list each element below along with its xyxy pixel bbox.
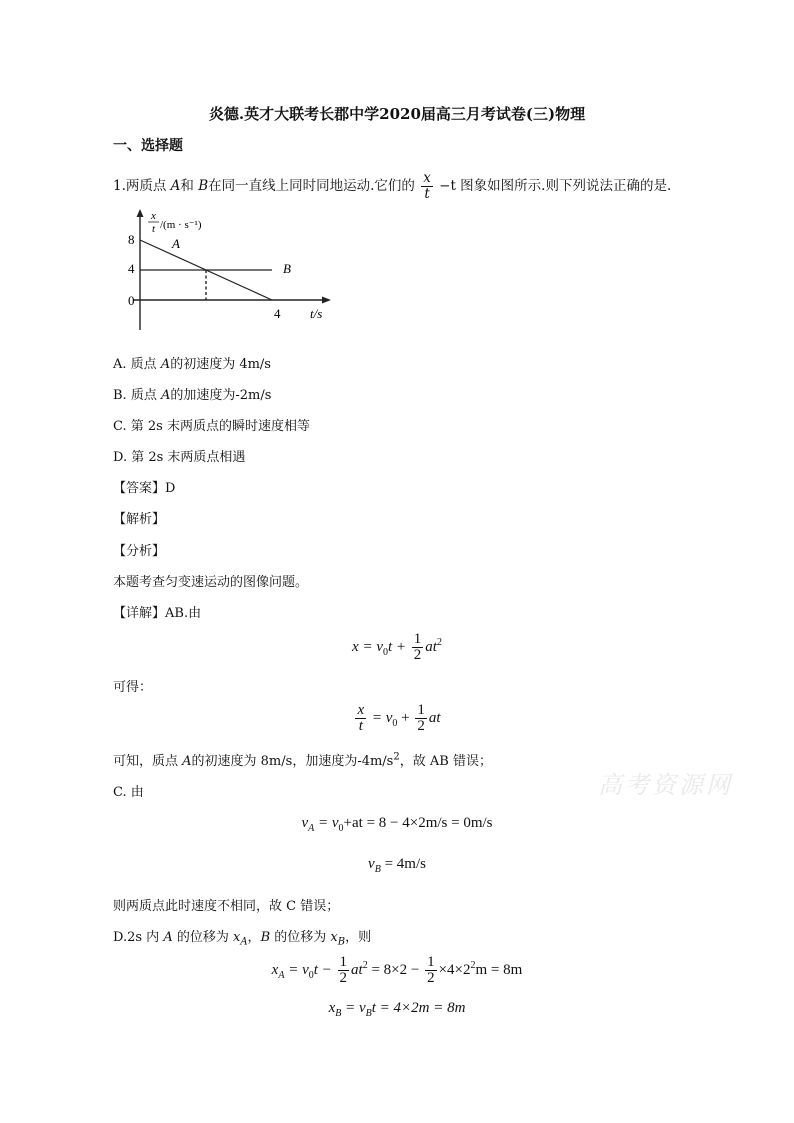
label-a: A: [172, 236, 180, 251]
equation-xb: $x_B = v_Bt = 4\times 2m = 8m$: [328, 1000, 466, 1019]
question-stem: 1.两质点 A和 B在同一直线上同时同地运动.它们的 $\frac{x}{t}$ −t 图象如图所示.则下列说法正确的是.: [113, 170, 672, 202]
detail-ab: 【详解】AB.由: [113, 606, 202, 621]
watermark: 高考资源网: [598, 771, 733, 799]
equation-displacement: $x = v_0t$ + $\frac{1}{2}$ $at^2$: [352, 631, 442, 663]
xlabel: t/s: [310, 306, 323, 321]
page-title: 炎德.英才大联考长郡中学2020届高三月考试卷(三)物理: [208, 105, 586, 123]
equation-xa: $x_A = v_0t$ − $\frac{1}{2}$ $at^2 = 8\times 2$ − $\frac{1}{2}$ $\times 4\times 2^2m = 8m$: [271, 954, 523, 986]
y-tick-4: 4: [128, 261, 135, 276]
c-heading: C. 由: [113, 785, 144, 800]
y-tick-0: 0: [128, 293, 135, 308]
label-b: B: [283, 261, 291, 276]
analysis-heading: 【解析】: [113, 512, 166, 527]
d-heading: D.2s 内 A 的位移为 $x_A$，B 的位移为 $x_B$，则: [113, 930, 372, 948]
equation-vb: $v_B = 4m/s$: [368, 856, 426, 875]
xt-graph: [113, 205, 343, 335]
x-over-t-fraction: $\frac{x}{t}$: [423, 170, 431, 202]
ylabel-num: x: [151, 210, 156, 222]
answer: 【答案】D: [113, 481, 176, 496]
equation-average-velocity: $\frac{x}{t}$ = $v_0$ + $\frac{1}{2}$ at: [357, 702, 441, 734]
x-axis-arrow: [322, 297, 331, 304]
fenxi-heading: 【分析】: [113, 544, 166, 559]
y-tick-8: 8: [128, 232, 135, 247]
section-heading: 一、选择题: [113, 138, 183, 154]
option-c: C. 第 2s 末两质点的瞬时速度相等: [113, 419, 310, 434]
x-tick-4: 4: [274, 306, 281, 321]
ylabel-den: t: [152, 223, 156, 235]
fenxi-text: 本题考查匀变速运动的图像问题。: [113, 575, 309, 590]
ylabel-unit: /(m · s⁻¹): [160, 219, 202, 231]
option-b: B. 质点 A的加速度为-2m/s: [113, 388, 272, 403]
equation-va: $v_A = v_0+at = 8 - 4\times 2m/s = 0m/s$: [301, 815, 493, 834]
conclusion-ab: 可知，质点 A的初速度为 8m/s，加速度为$-4m/s^2$，故 AB 错误；: [113, 751, 492, 769]
c-conclusion: 则两质点此时速度不相同，故 C 错误；: [113, 899, 340, 914]
y-axis-arrow: [137, 209, 144, 217]
kede-text: 可得：: [113, 680, 153, 695]
option-d: D. 第 2s 末两质点相遇: [113, 450, 246, 465]
option-a: A. 质点 A的初速度为 4m/s: [113, 357, 271, 372]
